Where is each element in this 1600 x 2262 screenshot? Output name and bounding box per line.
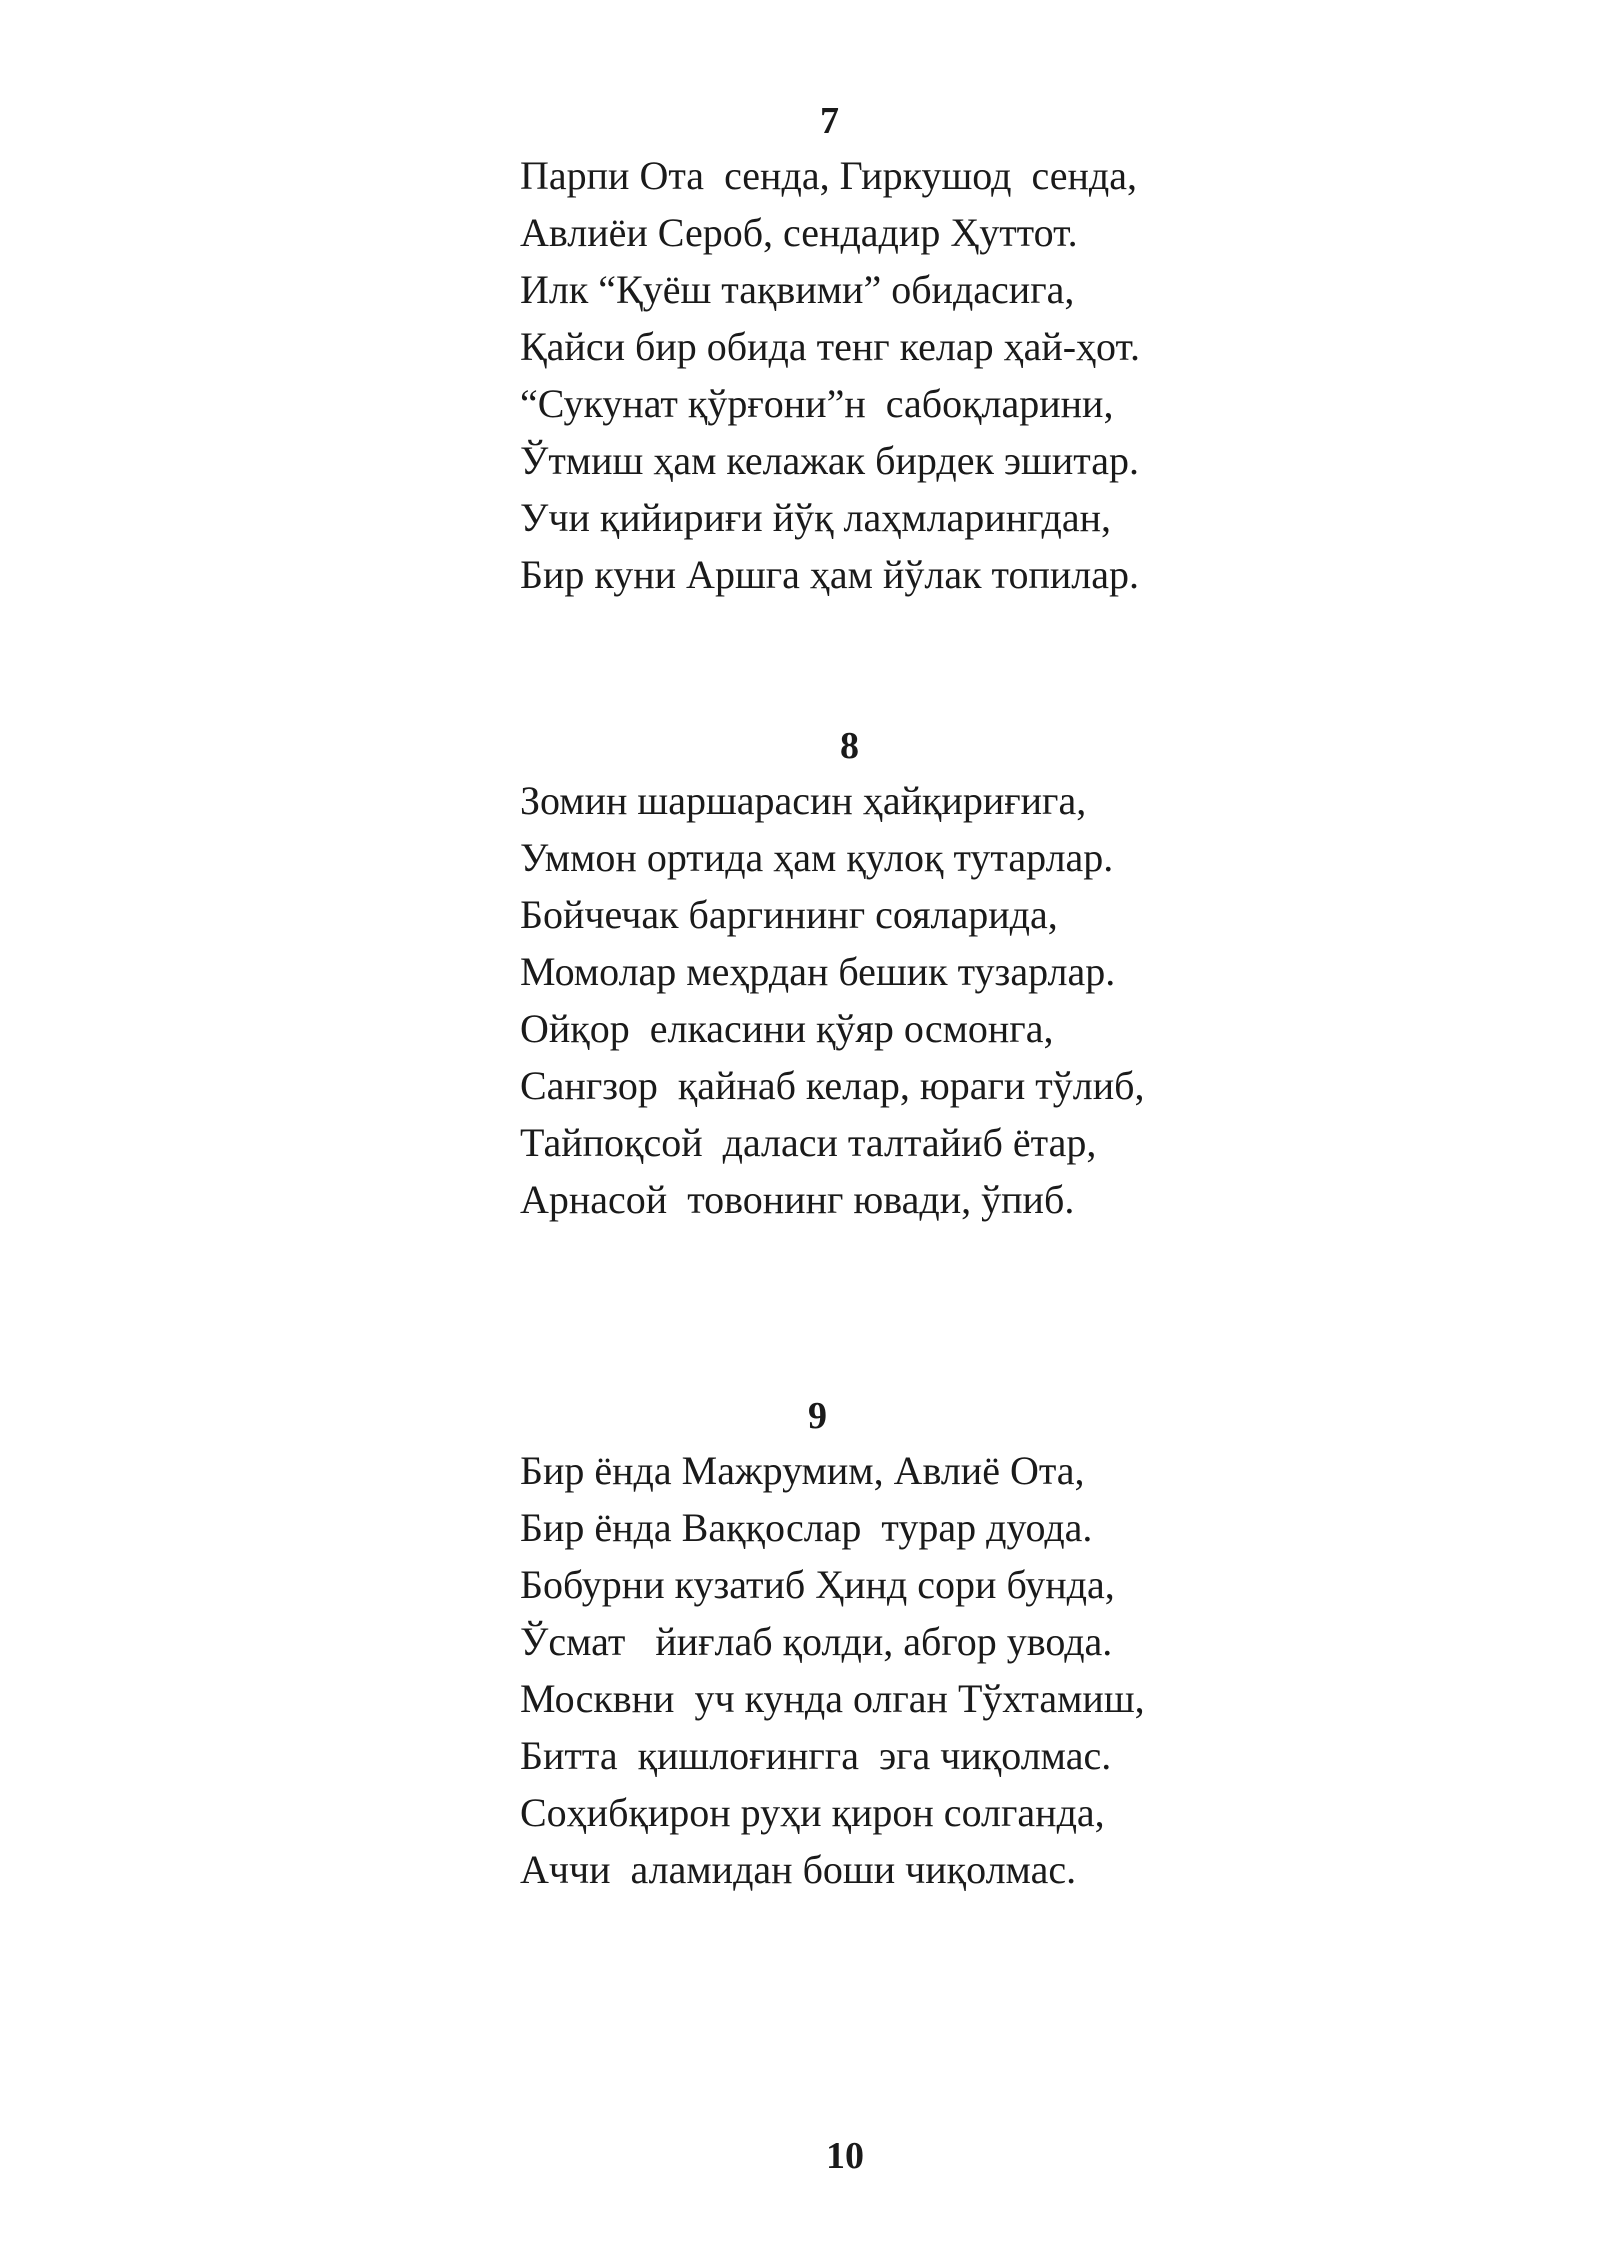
verse-line: Зомин шаршарасин ҳайқириғига,: [520, 778, 1087, 823]
stanza-lines: [520, 1442, 1145, 1898]
stanza-number: 9: [808, 1395, 827, 1437]
verse-line: Арнасой товонинг ювади, ўпиб.: [520, 1177, 1075, 1222]
verse-line: Аччи аламидан боши чиқолмас.: [520, 1847, 1077, 1892]
verse-line: Бойчечак баргининг сояларида,: [520, 892, 1058, 937]
verse-line: Ўтмиш ҳам келажак бирдек эшитар.: [520, 438, 1139, 483]
verse-line: Москвни уч кунда олган Тўхтамиш,: [520, 1676, 1145, 1721]
verse-line: Уммон ортида ҳам қулоқ тутарлар.: [520, 835, 1114, 880]
verse-line: Момолар меҳрдан бешик тузарлар.: [520, 949, 1116, 994]
verse-line: Авлиёи Сероб, сендадир Ҳуттот.: [520, 210, 1078, 255]
verse-line: Учи қийириғи йўқ лаҳмларингдан,: [520, 495, 1112, 540]
stanza-lines: [520, 147, 1140, 603]
verse-line: Бобурни кузатиб Ҳинд сори бунда,: [520, 1562, 1115, 1607]
verse-line: Парпи Ота сенда, Гиркушод сенда,: [520, 153, 1137, 198]
verse-line: Қайси бир обида тенг келар ҳай-ҳот.: [520, 324, 1140, 369]
verse-line: Сангзор қайнаб келар, юраги тўлиб,: [520, 1063, 1145, 1108]
stanza-number: 8: [840, 725, 859, 767]
verse-line: Бир куни Аршга ҳам йўлак топилар.: [520, 552, 1140, 597]
verse-line: Бир ёнда Ваққослар турар дуода.: [520, 1505, 1093, 1550]
stanza-number: 7: [820, 100, 839, 142]
verse-line: Соҳибқирон руҳи қирон солганда,: [520, 1790, 1105, 1835]
verse-line: Ўсмат йиғлаб қолди, абгор увода.: [520, 1619, 1113, 1664]
page-number: 10: [826, 2135, 864, 2177]
verse-line: “Сукунат қўрғони”н сабоқларини,: [520, 381, 1114, 426]
verse-line: Илк “Қуёш тақвими” обидасига,: [520, 267, 1075, 312]
stanza-lines: [520, 772, 1144, 1228]
verse-line: Битта қишлоғингга эга чиқолмас.: [520, 1733, 1112, 1778]
verse-line: Тайпоқсой даласи талтайиб ётар,: [520, 1120, 1097, 1165]
verse-line: Бир ёнда Мажрумим, Авлиё Ота,: [520, 1448, 1085, 1493]
verse-line: Ойқор елкасини қўяр осмонга,: [520, 1006, 1054, 1051]
